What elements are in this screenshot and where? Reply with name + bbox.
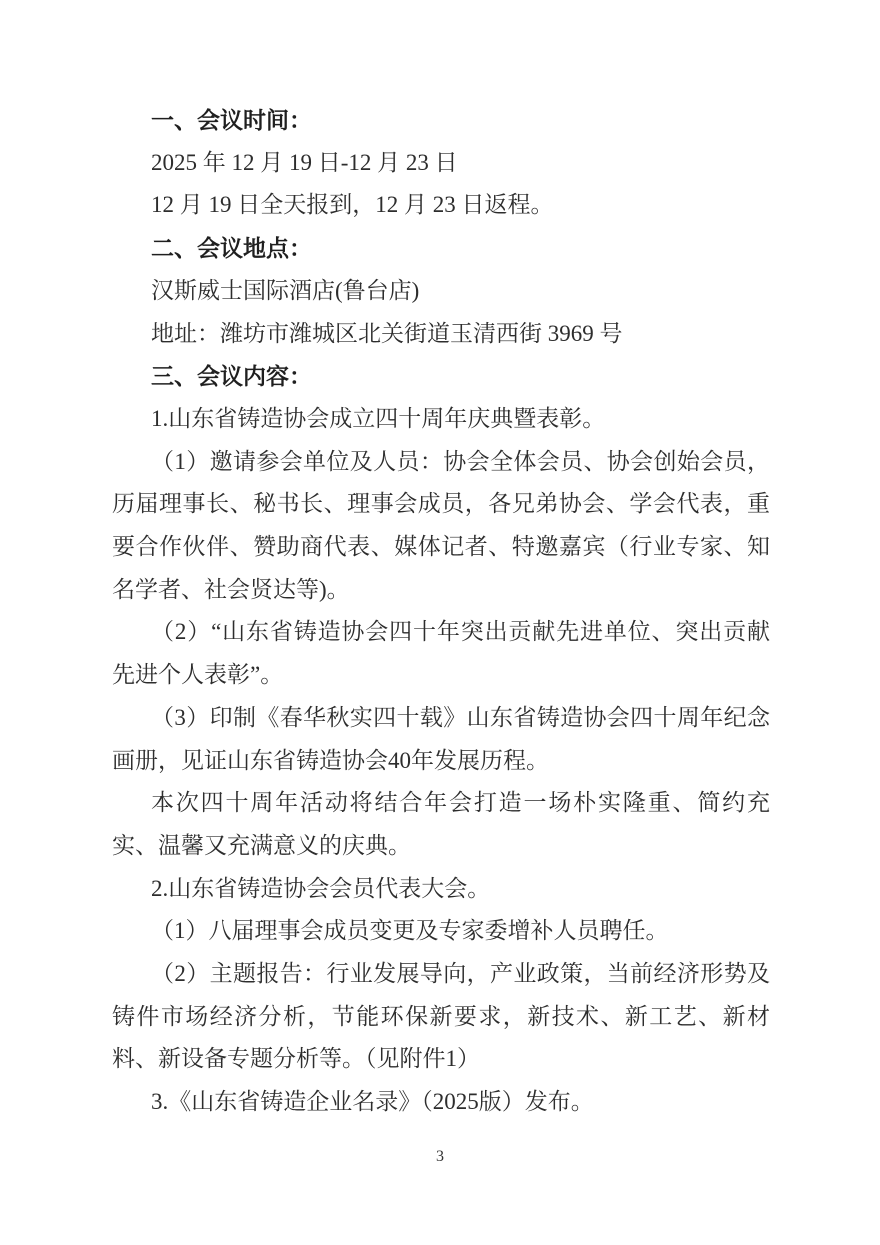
document-body bbox=[112, 99, 770, 1124]
body-paragraph: （2）“山东省铸造协会四十年突出贡献先进单位、突出贡献先进个人表彰”。 bbox=[112, 619, 770, 688]
section-heading: 一、会议时间： bbox=[151, 107, 312, 133]
page-footer bbox=[0, 1148, 880, 1166]
body-paragraph: 本次四十周年活动将结合年会打造一场朴实隆重、简约充实、温馨又充满意义的庆典。 bbox=[112, 790, 770, 858]
body-paragraph: 地址：潍坊市潍城区北关街道玉清西街 3969 号 bbox=[151, 320, 623, 346]
body-paragraph: 12 月 19 日全天报到，12 月 23 日返程。 bbox=[151, 192, 554, 218]
body-paragraph: （1）八届理事会成员变更及专家委增补人员聘任。 bbox=[151, 918, 669, 944]
body-paragraph: 1.山东省铸造协会成立四十周年庆典暨表彰。 bbox=[151, 405, 606, 431]
body-paragraph: （3）印制《春华秋实四十载》山东省铸造协会四十周年纪念画册，见证山东省铸造协会40年发展历程。 bbox=[112, 704, 770, 773]
body-paragraph: 2.山东省铸造协会会员代表大会。 bbox=[151, 875, 491, 901]
page-number: 3 bbox=[436, 1148, 444, 1165]
section-heading: 二、会议地点： bbox=[151, 235, 312, 262]
body-paragraph: 汉斯威士国际酒店(鲁台店) bbox=[151, 277, 420, 303]
body-paragraph: 2025 年 12 月 19 日-12 月 23 日 bbox=[151, 149, 458, 175]
section-heading: 三、会议内容： bbox=[151, 363, 312, 390]
body-paragraph: （2）主题报告：行业发展导向，产业政策，当前经济形势及铸件市场经济分析，节能环保新要求，新技术、新工艺、新材料、新设备专题分析等。（见附件1） bbox=[112, 961, 770, 1072]
body-paragraph: （1）邀请参会单位及人员：协会全体会员、协会创始会员，历届理事长、秘书长、理事会成员，各兄弟协会、学会代表，重要合作伙伴、赞助商代表、媒体记者、特邀嘉宾（行业专家、知名学者、社会贤达等)。 bbox=[112, 448, 770, 602]
body-paragraph: 3.《山东省铸造企业名录》（2025版）发布。 bbox=[151, 1089, 594, 1115]
